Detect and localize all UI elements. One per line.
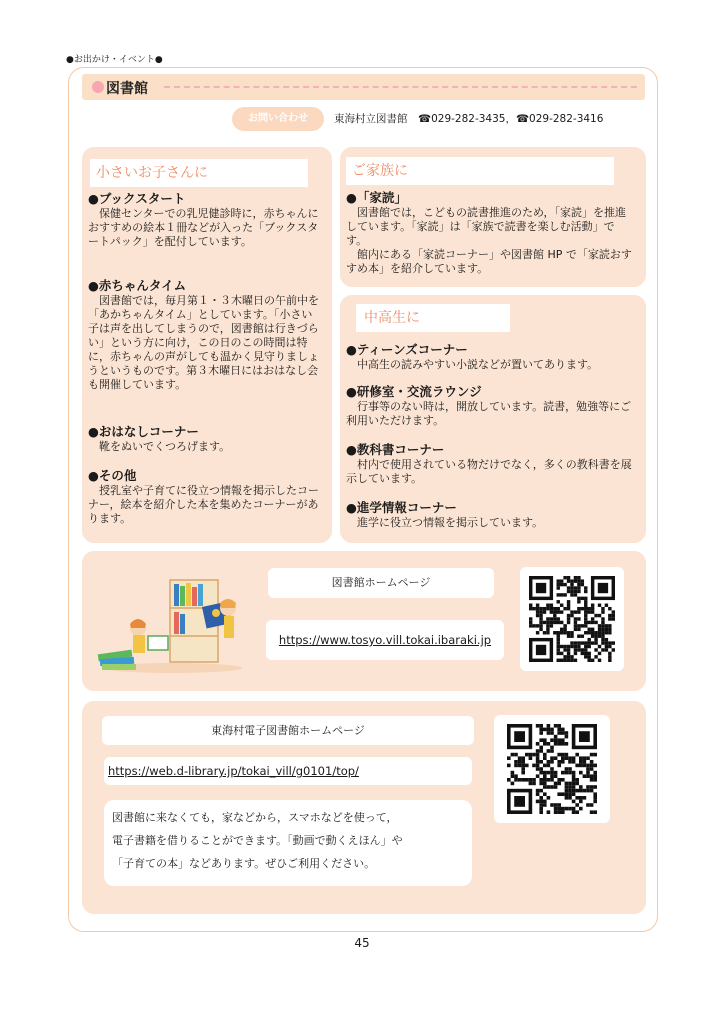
homepage-url-box xyxy=(266,620,504,660)
item-body: 図書館では，毎月第１・３木曜日の午前中を「あかちゃんタイム」としています。「小さい子は声を出してしまうので，図書館は行きづらい」という方に向け，この日のこの時間は特に，赤ちゃんの声がしても温かく見守りましょうというものです。第３木曜日にはおはなし会も開催しています。 xyxy=(88,294,319,391)
teens-item xyxy=(346,342,638,372)
item-body: 保健センターでの乳児健診時に，赤ちゃんにおすすめの絵本１冊などが入った「ブックスタートパック」を配付しています。 xyxy=(88,207,319,248)
teens-item xyxy=(346,442,638,486)
small-children-item xyxy=(88,424,322,454)
title-divider xyxy=(164,86,637,88)
bullet-dot-icon xyxy=(92,81,104,93)
e-library-description: 図書館に来なくても，家などから，スマホなどを使って， xyxy=(112,811,398,824)
item-title: ●進学情報コーナー xyxy=(346,500,457,515)
item-title: ●ティーンズコーナー xyxy=(346,342,468,357)
homepage-label-box xyxy=(268,568,494,598)
homepage-qr-svg xyxy=(529,576,615,662)
family-header: ご家族に xyxy=(346,157,614,185)
section-title: 図書館 xyxy=(106,81,148,97)
item-body: 進学に役立つ情報を掲示しています。 xyxy=(357,516,544,529)
item-body: 図書館では，こどもの読書推進のため，「家読」を推進しています。「家読」は「家族で読書を楽しむ活動」です。 xyxy=(346,206,627,247)
small-children-header: 小さいお子さんに xyxy=(90,159,308,187)
family-item xyxy=(346,190,634,276)
e-library-label: 東海村電子図書館ホームページ xyxy=(211,724,365,737)
item-title: ●赤ちゃんタイム xyxy=(88,278,187,293)
children-reading-illustration xyxy=(92,568,252,676)
item-title: ●その他 xyxy=(88,468,137,483)
e-library-label-box xyxy=(102,716,474,745)
teens-item xyxy=(346,500,638,530)
homepage-label: 図書館ホームページ xyxy=(331,576,431,589)
homepage-qr-code xyxy=(520,567,624,671)
teens-item xyxy=(346,384,638,428)
e-library-qr-svg xyxy=(507,724,597,814)
contact-phone-text: 東海村立図書館 ☎029-282-3435，☎029-282-3416 xyxy=(334,113,604,125)
small-children-item xyxy=(88,191,322,249)
teens-header: 中高生に xyxy=(356,304,510,332)
item-title: ●ブックスタート xyxy=(88,191,186,206)
e-library-qr-code xyxy=(494,715,610,823)
category-label: ●お出かけ・イベント● xyxy=(66,55,163,65)
item-body: 中高生の読みやすい小説などが置いてあります。 xyxy=(357,358,599,371)
item-title: ●おはなしコーナー xyxy=(88,424,199,439)
e-library-description: 「子育ての本」などあります。ぜひご利用ください。 xyxy=(112,857,376,870)
item-body: 授乳室や子育てに役立つ情報を掲示したコーナー，絵本を紹介した本を集めたコーナーがあります。 xyxy=(88,484,319,525)
section-title-bar xyxy=(82,74,645,100)
item-title: ●研修室・交流ラウンジ xyxy=(346,384,482,399)
item-body: 行事等のない時は，開放しています。読書，勉強等にご利用いただけます。 xyxy=(346,400,632,427)
item-title: ●教科書コーナー xyxy=(346,442,445,457)
e-library-description-box xyxy=(104,800,472,886)
item-body: 靴をぬいでくつろげます。 xyxy=(99,440,231,453)
homepage-link[interactable]: https://www.tosyo.vill.tokai.ibaraki.jp xyxy=(278,633,492,647)
small-children-item xyxy=(88,468,322,526)
contact-badge: お問い合わせ xyxy=(232,107,324,131)
page-number: 45 xyxy=(354,936,370,950)
item-body: 村内で使用されている物だけでなく，多くの教科書を展示しています。 xyxy=(346,458,632,485)
item-title: ●「家読」 xyxy=(346,190,407,205)
e-library-link[interactable]: https://web.d-library.jp/tokai_vill/g0101/top/ xyxy=(108,764,359,778)
item-body: 館内にある「家読コーナー」や図書館 HP で「家読おすすめ本」を紹介しています。 xyxy=(346,248,632,275)
e-library-description: 電子書籍を借りることができます。「動画で動くえほん」や xyxy=(112,834,403,847)
small-children-item xyxy=(88,278,322,392)
e-library-url-box xyxy=(104,757,472,785)
